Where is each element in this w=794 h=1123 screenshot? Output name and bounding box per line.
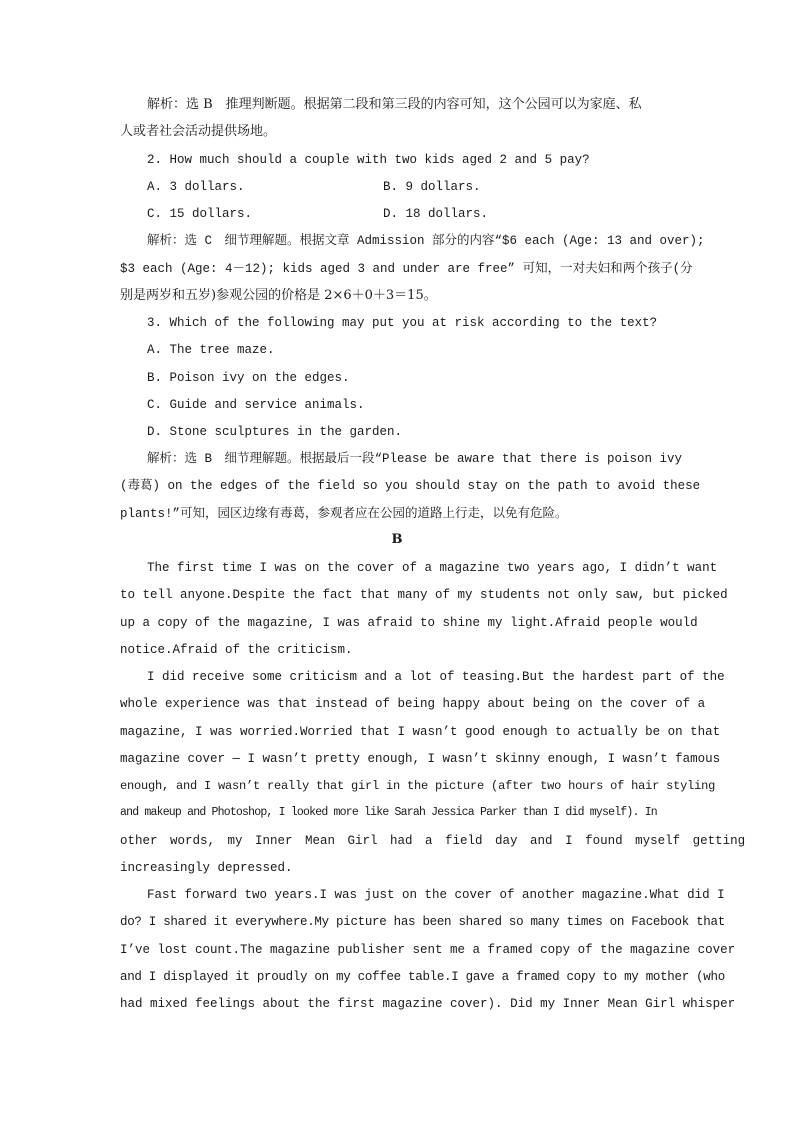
para1-line-3: up a copy of the magazine, I was afraid to shine my light.Afraid people would <box>120 616 698 630</box>
q3-option-a: A. The tree maze. <box>147 343 275 357</box>
para3-line-3: I’ve lost count.The magazine publisher sent me a framed copy of the magazine cover <box>120 943 736 957</box>
q2-question: 2. How much should a couple with two kids aged 2 and 5 pay? <box>147 153 590 167</box>
para2-line-2: whole experience was that instead of being happy about being on the cover of a <box>120 697 706 711</box>
q3-analysis-line-1: 解析：选 B 细节理解题。根据最后一段“Please be aware that there is poison ivy <box>147 452 683 466</box>
q2-option-d: D. 18 dollars. <box>383 207 489 221</box>
q2-analysis-line-2: $3 each (Age: 4－12); kids aged 3 and under are free” 可知，一对夫妇和两个孩子(分 <box>120 262 693 276</box>
para3-line-5: had mixed feelings about the first magazine cover). Did my Inner Mean Girl whisper <box>120 997 736 1011</box>
q1-analysis-line-2: 人或者社会活动提供场地。 <box>120 124 277 139</box>
para2-line-6: and makeup and Photoshop, I looked more like Sarah Jessica Parker than I did myself). In <box>120 806 657 819</box>
q2-option-row-1 <box>147 178 747 196</box>
q3-option-c: C. Guide and service animals. <box>147 398 365 412</box>
q3-option-d: D. Stone sculptures in the garden. <box>147 425 403 439</box>
q2-option-c: C. 15 dollars. <box>147 207 253 221</box>
para1-line-4: notice.Afraid of the criticism. <box>120 643 353 657</box>
para2-line-5: enough, and I wasn’t really that girl in the picture (after two hours of hair styling <box>120 779 716 793</box>
para2-line-8: increasingly depressed. <box>120 861 293 875</box>
para3-line-1: Fast forward two years.I was just on the cover of another magazine.What did I <box>147 888 725 902</box>
q2-option-b: B. 9 dollars. <box>383 180 481 194</box>
para2-line-4: magazine cover — I wasn’t pretty enough, I wasn’t skinny enough, I wasn’t famous <box>120 752 721 766</box>
section-heading-b: B <box>391 532 403 547</box>
para1-line-2: to tell anyone.Despite the fact that many of my students not only saw, but picked <box>120 588 728 602</box>
q2-analysis-line-1: 解析：选 C 细节理解题。根据文章 Admission 部分的内容“$6 each (Age: 13 and over); <box>147 234 705 248</box>
para2-line-3: magazine, I was worried.Worried that I wasn’t good enough to actually be on that <box>120 725 721 739</box>
para3-line-4: and I displayed it proudly on my coffee table.I gave a framed copy to my mother (who <box>120 970 725 984</box>
para2-line-1: I did receive some criticism and a lot of teasing.But the hardest part of the <box>147 670 725 684</box>
q3-analysis-line-2: (毒葛) on the edges of the field so you should stay on the path to avoid these <box>120 479 701 493</box>
q3-question: 3. Which of the following may put you at risk according to the text? <box>147 316 658 330</box>
para3-line-2: do? I shared it everywhere.My picture has been shared so many times on Facebook that <box>120 915 725 929</box>
q3-analysis-line-3: plants!”可知，园区边缘有毒葛，参观者应在公园的道路上行走，以免有危险。 <box>120 507 568 521</box>
q3-option-b: B. Poison ivy on the edges. <box>147 371 350 385</box>
q2-option-row-2 <box>147 205 747 223</box>
para2-line-7: other words, my Inner Mean Girl had a field day and I found myself getting <box>120 834 746 848</box>
para1-line-1: The first time I was on the cover of a magazine two years ago, I didn’t want <box>147 561 718 575</box>
q2-analysis-line-3: 别是两岁和五岁)参观公园的价格是 2×6＋0＋3＝15。 <box>120 288 437 303</box>
q1-analysis-line-1: 解析：选 B 推理判断题。根据第二段和第三段的内容可知，这个公园可以为家庭、私 <box>147 97 642 112</box>
q2-option-a: A. 3 dollars. <box>147 180 245 194</box>
